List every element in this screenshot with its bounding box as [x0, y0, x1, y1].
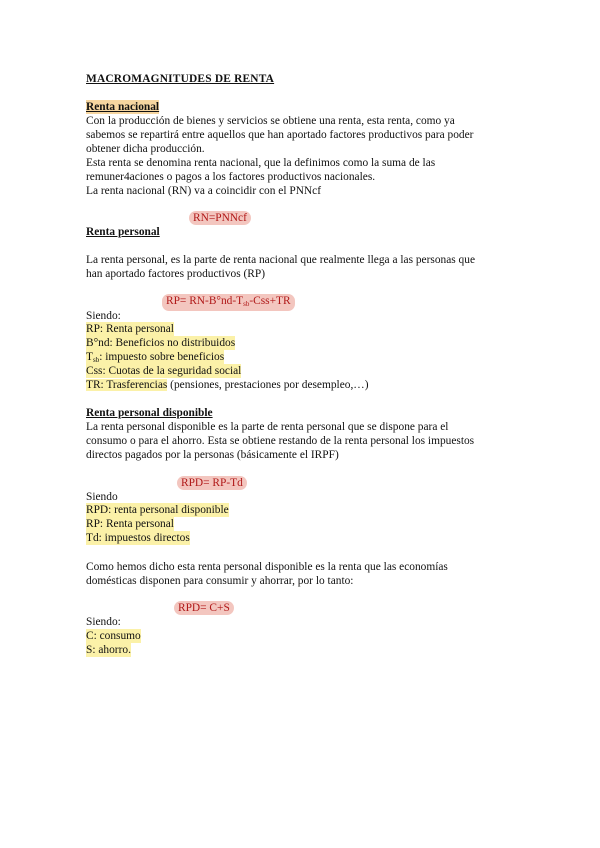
heading-renta-nacional: Renta nacional — [86, 101, 160, 113]
paragraph-line: La renta personal, es la parte de renta nacional que realmente llega a las personas que — [86, 254, 475, 266]
definition-item: S: ahorro. — [86, 644, 131, 656]
definition-item: RPD: renta personal disponible — [86, 504, 229, 516]
formula-consumo: RPD= C+S — [174, 601, 234, 615]
heading-renta-personal: Renta personal — [86, 226, 160, 238]
paragraph-line: sabemos se repartirá entre aquellos que han aportado factores productivos para poder — [86, 129, 474, 141]
definition-item: Css: Cuotas de la seguridad social — [86, 365, 242, 377]
paragraph-line: remuner4aciones o pagos a los factores productivos nacionales. — [86, 171, 376, 183]
paragraph-line: Con la producción de bienes y servicios se obtiene una renta, esta renta, como ya — [86, 115, 455, 127]
paragraph-line: consumo o para el ahorro. Esta se obtiene restando de la renta personal los impuestos — [86, 435, 475, 447]
definition-item: TR: Trasferencias (pensiones, prestaciones por desempleo,…) — [86, 379, 369, 391]
paragraph-line: La renta nacional (RN) va a coincidir con el PNNcf — [86, 185, 321, 197]
paragraph-line: La renta personal disponible es la parte de renta personal que se dispone para el — [86, 421, 449, 433]
siendo-label: Siendo: — [86, 616, 121, 628]
paragraph-line: obtener dicha producción. — [86, 143, 205, 155]
formula-rp: $RP= RN-B^\circ nd-T_{sb}-Css+TR$ — [162, 294, 295, 311]
paragraph-line: Como hemos dicho esta renta personal disponible es la renta que las economías — [86, 561, 448, 573]
paragraph-line: han aportado factores productivos (RP) — [86, 268, 266, 280]
definition-item: C: consumo — [86, 630, 141, 642]
siendo-label: Siendo — [86, 491, 118, 503]
paragraph-line: domésticas disponen para consumir y ahorrar, por lo tanto: — [86, 575, 354, 587]
paragraph-line: Esta renta se denomina renta nacional, que la definimos como la suma de las — [86, 157, 436, 169]
paragraph-line: directos pagados por la personas (básicamente el IRPF) — [86, 449, 339, 461]
siendo-label: Siendo: — [86, 310, 121, 322]
definition-item: $T_{sb}$: impuesto sobre beneficios — [86, 350, 224, 367]
definition-item: B°nd: Beneficios no distribuidos — [86, 337, 236, 349]
document-title: MACROMAGNITUDES DE RENTA — [86, 73, 275, 85]
definition-item: RP: Renta personal — [86, 323, 174, 335]
heading-renta-disponible: Renta personal disponible — [86, 407, 213, 419]
definition-item: RP: Renta personal — [86, 518, 174, 530]
definition-item: Td: impuestos directos — [86, 532, 190, 544]
formula-rpd: RPD= RP-Td — [177, 476, 247, 490]
formula-rn: RN=PNNcf — [189, 211, 251, 225]
